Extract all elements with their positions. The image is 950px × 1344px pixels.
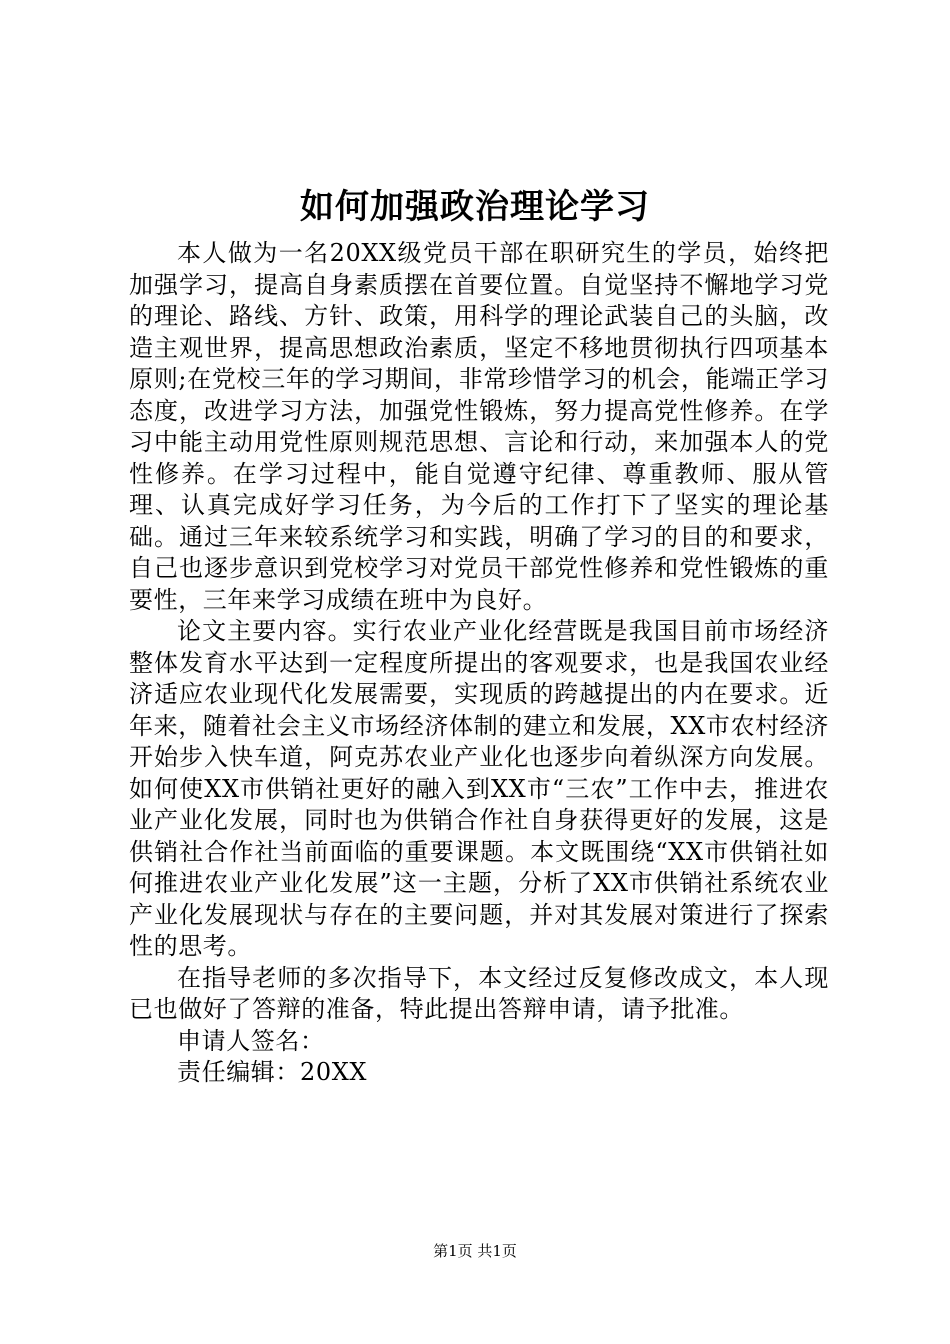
paragraph-study-summary: 本人做为一名20XX级党员干部在职研究生的学员，始终把加强学习，提高自身素质摆在首要位置。自觉坚持不懈地学习党的理论、路线、方针、政策，用科学的理论武装自己的头脑，改造主观世界，提高思想政治素质，坚定不移地贯彻执行四项基本原则;在党校三年的学习期间，非常珍惜学习的机会，能端正学习态度，改进学习方法，加强党性锻炼，努力提高党性修养。在学习中能主动用党性原则规范思想、言论和行动，来加强本人的党性修养。在学习过程中，能自觉遵守纪律、尊重教师、服从管理、认真完成好学习任务，为今后的工作打下了坚实的理论基础。通过三年来较系统学习和实践，明确了学习的目的和要求，自己也逐步意识到党校学习对党员干部党性修养和党性锻炼的重要性，三年来学习成绩在班中为良好。 (129, 239, 829, 614)
applicant-signature-line: 申请人签名： (177, 1026, 325, 1055)
paragraph-defense-request: 在指导老师的多次指导下，本文经过反复修改成文，本人现已也做好了答辩的准备，特此提出答辩申请，请予批准。 (129, 963, 829, 1023)
document-title: 如何加强政治理论学习 (300, 187, 650, 227)
page-number-footer: 第1页 共1页 (433, 1242, 517, 1260)
paragraph-thesis-content: 论文主要内容。实行农业产业化经营既是我国目前市场经济整体发育水平达到一定程度所提出的客观要求，也是我国农业经济适应农业现代化发展需要，实现质的跨越提出的内在要求。近年来，随着社会主义市场经济体制的建立和发展，XX市农村经济开始步入快车道，阿克苏农业产业化也逐步向着纵深方向发展。如何使XX市供销社更好的融入到XX市“三农”工作中去，推进农业产业化发展，同时也为供销合作社自身获得更好的发展，这是供销社合作社当前面临的重要课题。本文既围绕“XX市供销社如何推进农业产业化发展”这一主题，分析了XX市供销社系统农业产业化发展现状与存在的主要问题，并对其发展对策进行了探索性的思考。 (129, 617, 829, 960)
document-body (129, 238, 829, 1089)
editor-line: 责任编辑：20XX (177, 1058, 368, 1086)
